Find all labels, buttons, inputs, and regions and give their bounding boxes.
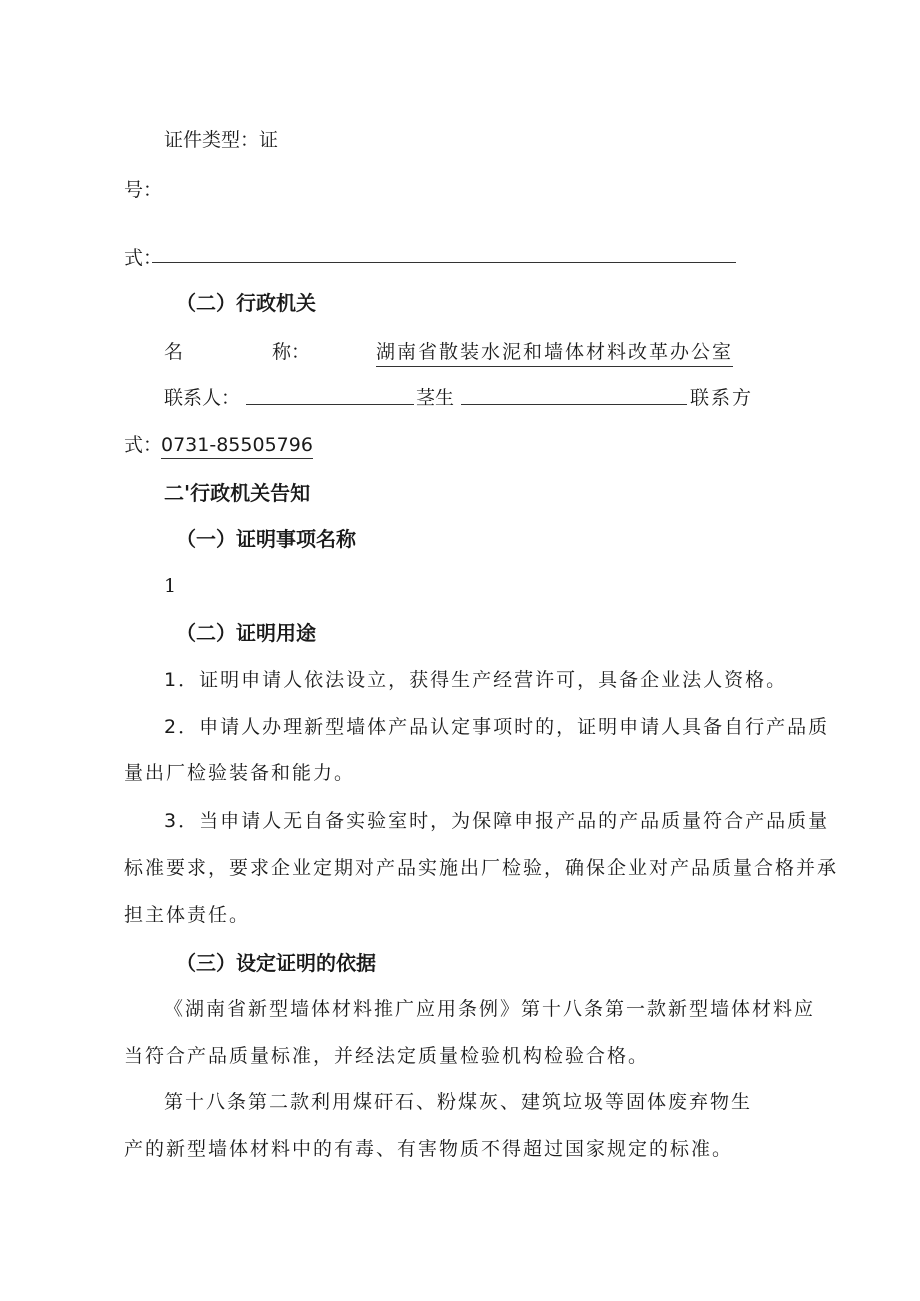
phone-value: 0731-85505796 [161,432,313,459]
contact-person-label: 联系人： [164,387,241,409]
item-name-value: 1 [164,575,177,597]
basis-1-line1: 《湖南省新型墙体材料推广应用条例》第十八条第一款新型墙体材料应 [164,998,816,1020]
section2-heading: 二'行政机关告知 [164,481,311,505]
contact-person-underline-1 [246,404,414,405]
agency-name-label-right: 称： [272,341,311,363]
phone-label: 式： [124,434,163,456]
contact-method-label-2: 联系方 [690,387,754,409]
purpose-item-3-line2: 标准要求，要求企业定期对产品实施出厂检验，确保企业对产品质量合格并承 [124,857,839,879]
contact-method-label: 式： [124,247,163,269]
agency-name-label-left: 名 [164,341,184,363]
contact-person-underline-2 [461,404,687,405]
purpose-item-1: 1．证明申请人依法设立，获得生产经营许可，具备企业法人资格。 [164,669,788,691]
purpose-heading: （二）证明用途 [176,621,316,645]
contact-method-underline [152,262,736,263]
purpose-item-2-line2: 量出厂检验装备和能力。 [124,762,356,784]
basis-1-line2: 当符合产品质量标准，并经法定质量检验机构检验合格。 [124,1045,650,1067]
purpose-item-2-line1: 2．申请人办理新型墙体产品认定事项时的，证明申请人具备自行产品质 [164,716,830,738]
purpose-item-3-line3: 担主体责任。 [124,904,251,926]
purpose-item-3-line1: 3．当申请人无自备实验室时，为保障申报产品的产品质量符合产品质量 [164,810,830,832]
agency-name-value: 湖南省散装水泥和墙体材料改革办公室 [376,339,733,367]
contact-person-value: 茎生 [416,387,455,409]
item-name-heading: （一）证明事项名称 [176,527,356,551]
basis-2-line1: 第十八条第二款利用煤矸石、粉煤灰、建筑垃圾等固体废弃物生 [164,1091,753,1113]
id-number-label: 号： [124,179,163,201]
basis-2-line2: 产的新型墙体材料中的有毒、有害物质不得超过国家规定的标准。 [124,1138,734,1160]
agency-heading: （二）行政机关 [176,291,316,315]
basis-heading: （三）设定证明的依据 [176,951,376,975]
id-type-label: 证件类型：证 [164,129,279,151]
